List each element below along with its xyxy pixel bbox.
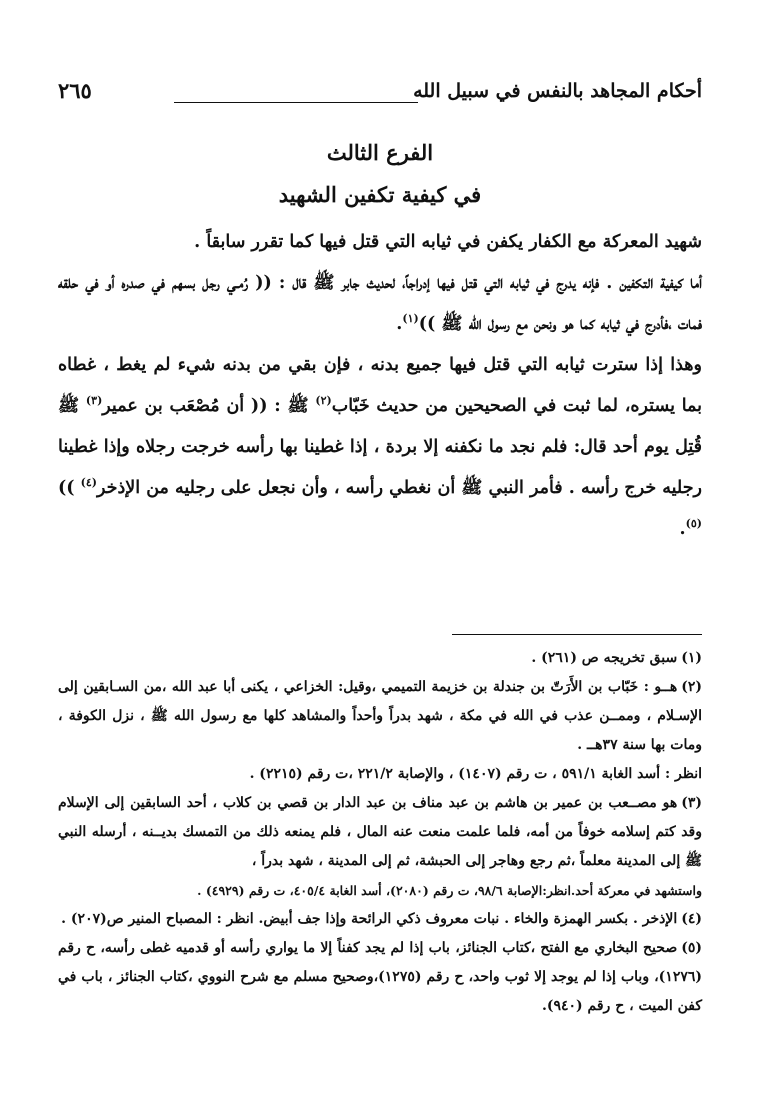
footnote-5 bbox=[58, 934, 702, 1021]
paragraph-3-end: . bbox=[679, 519, 686, 539]
footnote-ref-5[interactable]: (٥) bbox=[685, 517, 702, 531]
section-subtitle: في كيفية تكفين الشهيد bbox=[278, 182, 482, 207]
footnote-2 bbox=[58, 673, 702, 760]
footnote-number: (٢) bbox=[681, 679, 702, 695]
footnote-ref-1[interactable]: (١) bbox=[402, 312, 419, 326]
paragraph-3-text-b: ﷺ : (( أن مُصْعَب بن عمير bbox=[102, 396, 309, 416]
footnote-3 bbox=[58, 789, 702, 876]
footnote-separator bbox=[452, 634, 702, 635]
footnote-text: هــو : خَبّاب بن الأَرَتّ بن جندلة بن خزيمة التميمي ،وقيل: الخزاعي ، يكنى أبا عبد الله ،من السـابقين إلى الإسـلام ، وممــن عذب في الله في مكة ، شهد بدراً وأحداً والمشاهد كلها مع رسول الله ﷺ ، نزل الكوفة ، ومات بها سنة ٣٧هــ . bbox=[58, 679, 702, 753]
footnote-number: (٣) bbox=[681, 795, 702, 811]
main-text bbox=[58, 222, 702, 550]
footnote-number: (٤) bbox=[681, 911, 702, 927]
footnote-number: (١) bbox=[681, 650, 702, 666]
running-header bbox=[58, 80, 702, 114]
paragraph-3-text-d: )) bbox=[57, 478, 75, 498]
paragraph-2 bbox=[58, 263, 702, 345]
paragraph-3 bbox=[58, 345, 702, 550]
footnote-text: صحيح البخاري مع الفتح ،كتاب الجنائز، باب إذا لم يجد كفناً إلا ما يواري رأسه أو قدميه غطى رأسه، ح رقم (١٢٧٦)، وباب إذا لم يوجد إلا ثوب واحد، ح رقم (١٢٧٥)،وصحيح مسلم مع شرح النووي ،كتاب الجنائز ، باب في كفن الميت ، ح رقم (٩٤٠). bbox=[58, 940, 702, 1014]
footnotes bbox=[58, 644, 702, 1021]
paragraph-3-text-a: وهذا إذا سترت ثيابه التي قتل فيها جميع بدنه ، فإن بقي من بدنه شيء لم يغط ، غطاه بما يستره، لما ثبت في الصحيحين من حديث خَبّاب bbox=[58, 355, 703, 416]
footnote-4 bbox=[58, 905, 702, 934]
footnote-ref-4[interactable]: (٤) bbox=[80, 476, 97, 490]
footnote-1 bbox=[58, 644, 702, 673]
footnote-3-reference: واستشهد في معركة أحد.انظر:الإصابة ٩٨/٦، ت رقم (٢٠٨٠)، أسد الغابة ٤٠٥/٤، ت رقم (٤٩٢٩) . bbox=[197, 883, 702, 898]
page-number: ٢٦٥ bbox=[58, 78, 92, 103]
footnote-text: الإذخر . بكسر الهمزة والخاء . نبات معروف ذكي الرائحة وإذا جف أبيض. انظر : المصباح المنير ص(٢٠٧) . bbox=[61, 911, 678, 927]
paragraph-3-text-c: ﷺ قُتِل يوم أحد قال: فلم نجد ما نكفنه إلا بردة ، إذا غطينا بها رأسه خرجت رجلاه وإذا غطينا رجليه خرج رأسه . فأمر النبي ﷺ أن نغطي رأسه ، وأن نجعل على رجليه من الإذخر bbox=[58, 396, 702, 498]
running-title: أحكام المجاهد بالنفس في سبيل الله bbox=[413, 80, 702, 102]
section-title: الفرع الثالث bbox=[326, 140, 434, 165]
footnote-ref-2[interactable]: (٢) bbox=[315, 394, 332, 408]
paragraph-2-text: أما كيفية التكفين . فإنه يدرج في ثيابه التي قتل فيها إدراجاً، لحديث جابر ﷺ قال : (( رُمـي رجل بسهم في صدره أو في حلقه فمات ،فأدرج في ثيابه كما هو ونحن مع رسول الله ﷺ )) bbox=[58, 273, 702, 334]
footnote-text: هو مصــعب بن عمير بن هاشم بن عبد مناف بن عبد الدار بن قصي بن كلاب ، أحد السابقين إلى الإسلام وقد كتم إسلامه خوفاً من أمه، فلما علمت منعت عنه المال ، فلم يمنعه ذلك من التمسك بديــنه ، أرسله النبي ﷺ إلى المدينة معلماً ،ثم رجع وهاجر إلى الحبشة، ثم إلى المدينة ، شهد بدراً ، bbox=[58, 795, 702, 869]
footnote-number: (٥) bbox=[681, 940, 702, 956]
footnote-ref-3[interactable]: (٣) bbox=[85, 394, 103, 408]
header-rule bbox=[174, 102, 418, 103]
footnote-text: سبق تخريجه ص (٢٦١) . bbox=[531, 650, 678, 666]
paragraph-2-end: . bbox=[396, 314, 403, 334]
footnote-2-reference: انظر : أسد الغابة ٥٩١/١ ، ت رقم (١٤٠٧) ، والإصابة ٢٢١/٢ ،ت رقم (٢٢١٥) . bbox=[249, 766, 702, 782]
paragraph-1: شهيد المعركة مع الكفار يكفن في ثيابه التي قتل فيها كما تقرر سابقاً . bbox=[194, 232, 702, 252]
